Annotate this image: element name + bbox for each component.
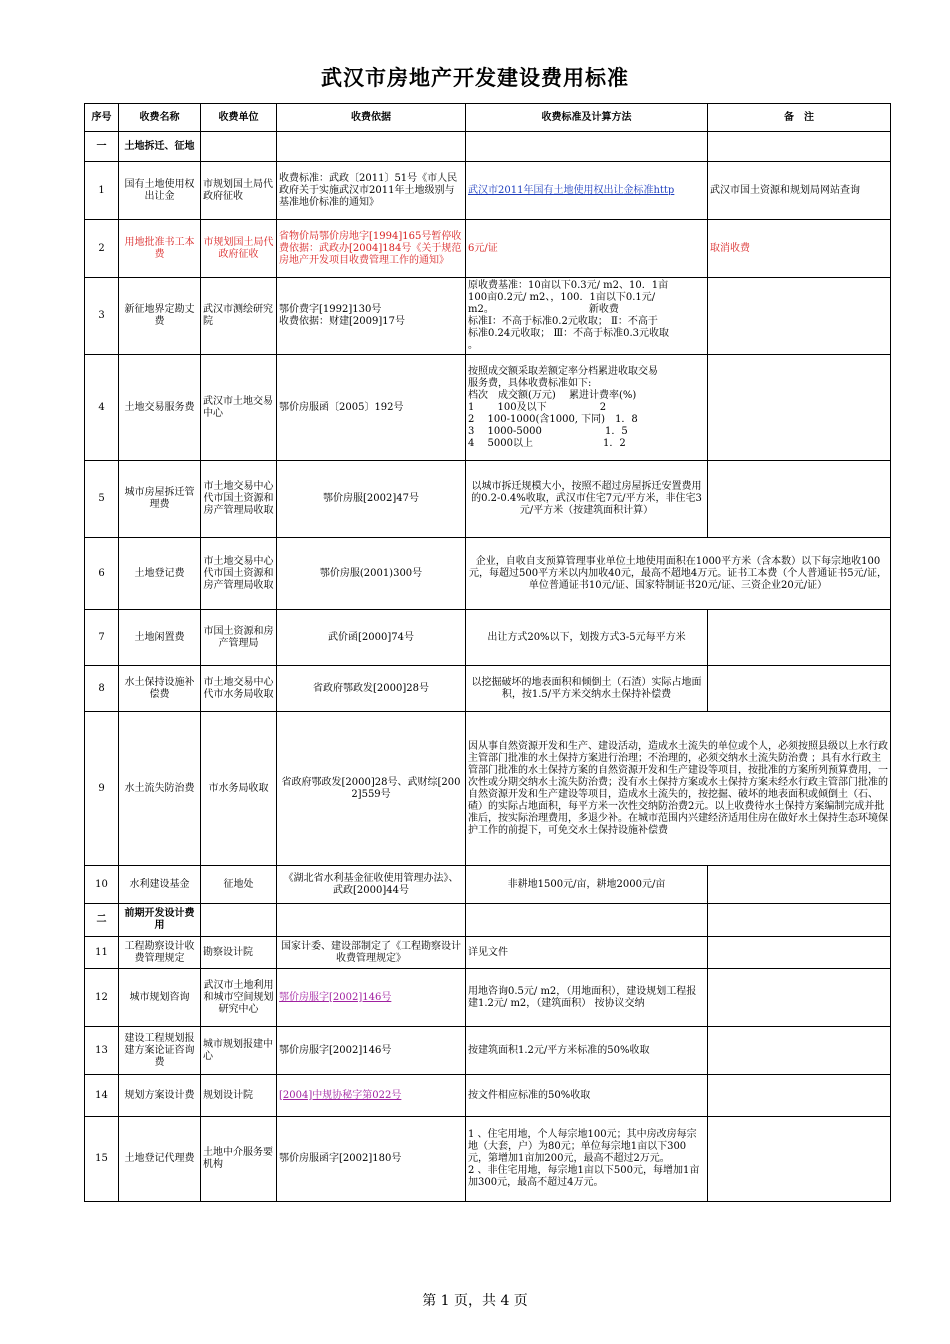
row-basis: 鄂价房服[2002]47号: [277, 461, 466, 538]
table-row: [85, 461, 891, 538]
row-standard: 按建筑面积1.2元/平方米标准的50%收取: [466, 1027, 708, 1075]
row-unit: 勘察设计院: [201, 937, 277, 969]
header-remark: 备 注: [708, 104, 891, 132]
row-basis: 收费标准：武政〔2011〕51号《市人民政府关于实施武汉市2011年土地级别与基准地价标准的通知》: [277, 162, 466, 220]
row-remark: [708, 355, 891, 461]
row-unit: 武汉市土地交易中心: [201, 355, 277, 461]
row-no: 2: [85, 220, 119, 278]
row-unit: 城市规划报建中心: [201, 1027, 277, 1075]
row-no: 7: [85, 610, 119, 666]
row-remark: [708, 610, 891, 666]
section-number: 二: [85, 904, 119, 937]
row-standard: 详见文件: [466, 937, 708, 969]
row-no: 11: [85, 937, 119, 969]
page-title: 武汉市房地产开发建设费用标准: [321, 66, 629, 90]
row-no: 3: [85, 278, 119, 355]
row-basis: 武价函[2000]74号: [277, 610, 466, 666]
table-header-row: [85, 104, 891, 132]
table-row: [85, 610, 891, 666]
row-remark: [708, 1075, 891, 1117]
row-name: 规划方案设计费: [119, 1075, 201, 1117]
row-basis: 鄂价费字[1992]130号 收费依据：财建[2009]17号: [277, 278, 466, 355]
row-remark: [708, 969, 891, 1027]
header-basis: 收费依据: [277, 104, 466, 132]
page-footer: 第 1 页，共 4 页: [422, 1293, 528, 1309]
row-no: 9: [85, 712, 119, 866]
section-title: 土地拆迁、征地: [119, 132, 201, 162]
row-unit: 武汉市测绘研究院: [201, 278, 277, 355]
table-row: [85, 220, 891, 278]
table-row: [85, 712, 891, 866]
section-row: [85, 132, 891, 162]
row-remark: [708, 1027, 891, 1075]
row-name: 水利建设基金: [119, 866, 201, 904]
row-no: 12: [85, 969, 119, 1027]
row-remark: [708, 461, 891, 538]
row-standard: 按文件相应标准的50%收取: [466, 1075, 708, 1117]
table-row: [85, 355, 891, 461]
table-row: [85, 162, 891, 220]
table-row: [85, 969, 891, 1027]
row-basis: 省政府鄂政发[2000]28号、武财综[2002]559号: [277, 712, 466, 866]
section-row: [85, 904, 891, 937]
row-remark: [708, 937, 891, 969]
row-no: 14: [85, 1075, 119, 1117]
basis-link[interactable]: 鄂价房服字[2002]146号: [279, 991, 392, 1003]
fee-table: [84, 103, 891, 1202]
row-basis: 鄂价房服函〔2005〕192号: [277, 355, 466, 461]
row-no: 5: [85, 461, 119, 538]
row-basis: 鄂价房服(2001)300号: [277, 538, 466, 610]
section-number: 一: [85, 132, 119, 162]
row-standard: 企业，自收自支预算管理事业单位土地使用面积在1000平方米（含本数）以下每宗地收100元，每超过500平方米以内加收40元，最高不超地4万元。证书工本费（个人普通证书5元/证，单位普通证书10元/证、国家特制证书20元/证、三资企业20元/证）: [466, 538, 891, 610]
row-no: 13: [85, 1027, 119, 1075]
table-row: [85, 866, 891, 904]
row-name: 水土保持设施补偿费: [119, 666, 201, 712]
row-basis-link[interactable]: [277, 1075, 466, 1117]
row-name: 土地交易服务费: [119, 355, 201, 461]
row-unit: 市规划国土局代政府征收: [201, 220, 277, 278]
row-standard-link[interactable]: [466, 162, 708, 220]
table-row: [85, 1027, 891, 1075]
row-standard: 用地咨询0.5元/ m2，（用地面积），建设规划工程报建1.2元/ m2，（建筑面积） 按协议交纳: [466, 969, 708, 1027]
table-row: [85, 1117, 891, 1202]
header-unit: 收费单位: [201, 104, 277, 132]
section-title: 前期开发设计费用: [119, 904, 201, 937]
row-unit: 市国土资源和房产管理局: [201, 610, 277, 666]
row-basis: 《湖北省水利基金征收使用管理办法》、武政[2000]44号: [277, 866, 466, 904]
row-name: 用地批准书工本费: [119, 220, 201, 278]
basis-link[interactable]: [2004]中规协秘字第022号: [279, 1089, 402, 1101]
row-no: 1: [85, 162, 119, 220]
header-standard: 收费标准及计算方法: [466, 104, 708, 132]
row-unit: 市土地交易中心代市国土资源和房产管理局收取: [201, 461, 277, 538]
row-unit: 土地中介服务要机构: [201, 1117, 277, 1202]
row-unit: 征地处: [201, 866, 277, 904]
table-row: [85, 937, 891, 969]
row-name: 城市房屋拆迁管理费: [119, 461, 201, 538]
row-unit: 武汉市土地利用和城市空间规划研究中心: [201, 969, 277, 1027]
row-name: 土地闲置费: [119, 610, 201, 666]
table-row: [85, 538, 891, 610]
row-remark: [708, 278, 891, 355]
row-standard: 原收费基准：10亩以下0.3元/ m2、10．1亩 100亩0.2元/ m2、，100．1亩以下0.1元/ m2。 新收费 标准Ⅰ：不高于标准0.2元收取； Ⅱ：不高于 标准0.24元收取； Ⅲ：不高于标准0.3元收取 。: [466, 278, 708, 355]
row-name: 水土流失防治费: [119, 712, 201, 866]
row-standard: 以挖掘破坏的地表面积和倾倒土（石渣）实际占地面积，按1.5/平方米交纳水土保持补偿费: [466, 666, 708, 712]
row-name: 国有土地使用权出让金: [119, 162, 201, 220]
row-basis: 鄂价房服函字[2002]180号: [277, 1117, 466, 1202]
header-no: 序号: [85, 104, 119, 132]
row-remark: [708, 1117, 891, 1202]
row-remark: [708, 666, 891, 712]
row-standard: 因从事自然资源开发和生产、建设活动，造成水土流失的单位或个人，必须按照县级以上水行政主管部门批准的水土保持方案进行治理；不治理的，必须交纳水土流失防治费 ；具有水行政主管部门批准的水土保持方案的自然资源开发和生产建设等项目，按批准的方案所列预算费用，一次性或分期交纳水土流失防治费；没有水土保持方案或水土保持方案未经水行政主管部门批准的自然资源开发和生产建设等项目，造成水土流失的，按挖掘、破坏的地表面积或倾倒土（石、碴）的实际占地面积，每平方米一次性交纳防治费2元。以上收费待水土保持方案编制完成并批准后，按实际治理费用，多退少补。在城市范围内兴建经济适用住房在做好水土保持生态环境保护工作的前提下，可免交水土保持设施补偿费: [466, 712, 891, 866]
row-no: 15: [85, 1117, 119, 1202]
row-standard: 6元/证: [466, 220, 708, 278]
row-remark: [708, 866, 891, 904]
header-name: 收费名称: [119, 104, 201, 132]
row-name: 新征地界定勘丈费: [119, 278, 201, 355]
row-name: 城市规划咨询: [119, 969, 201, 1027]
row-no: 10: [85, 866, 119, 904]
row-no: 6: [85, 538, 119, 610]
table-row: [85, 666, 891, 712]
row-standard: 非耕地1500元/亩，耕地2000元/亩: [466, 866, 708, 904]
row-unit: 市土地交易中心代市水务局收取: [201, 666, 277, 712]
row-no: 8: [85, 666, 119, 712]
row-unit: 市水务局收取: [201, 712, 277, 866]
row-basis-link[interactable]: [277, 969, 466, 1027]
row-name: 土地登记费: [119, 538, 201, 610]
standard-link[interactable]: 武汉市2011年国有土地使用权出让金标准http: [468, 184, 675, 196]
row-unit: 市规划国土局代政府征收: [201, 162, 277, 220]
row-name: 建设工程规划报建方案论证咨询费: [119, 1027, 201, 1075]
row-no: 4: [85, 355, 119, 461]
row-name: 土地登记代理费: [119, 1117, 201, 1202]
row-basis: 国家计委、建设部制定了《工程勘察设计收费管理规定》: [277, 937, 466, 969]
row-name: 工程勘察设计收费管理规定: [119, 937, 201, 969]
table-row: [85, 1075, 891, 1117]
row-basis: 省政府鄂政发[2000]28号: [277, 666, 466, 712]
row-standard: 出让方式20%以下，划拨方式3-5元每平方米: [466, 610, 708, 666]
row-standard: 以城市拆迁规模大小，按照不超过房屋拆迁安置费用的0.2-0.4%收取，武汉市住宅7元/平方米，非住宅3元/平方米（按建筑面积计算）: [466, 461, 708, 538]
row-basis: 鄂价房服字[2002]146号: [277, 1027, 466, 1075]
row-remark: 武汉市国土资源和规划局网站查询: [708, 162, 891, 220]
row-standard: 按照成交额采取差额定率分档累进收取交易 服务费，具体收费标准如下: 档次 成交额(万元) 累进计费率(%) 1 100及以下 2 2 100-1000(含1000, 下同) 1．8 3 1000-5000 1．5 4 5000以上 1．2: [466, 355, 708, 461]
row-basis: 省物价局鄂价房地字[1994]165号暂停收费依据：武政办[2004]184号《关于规范房地产开发项目收费管理工作的通知》: [277, 220, 466, 278]
row-unit: 规划设计院: [201, 1075, 277, 1117]
row-remark: 取消收费: [708, 220, 891, 278]
row-unit: 市土地交易中心代市国土资源和房产管理局收取: [201, 538, 277, 610]
row-standard: 1 、住宅用地，个人每宗地100元；其中房改房每宗地（大套，户）为80元；单位每宗地1亩以下300元，第增加1亩加200元，最高不超过2万元。 2 、非住宅用地，每宗地1亩以下500元，每增加1亩加300元，最高不超过4万元。: [466, 1117, 708, 1202]
table-row: [85, 278, 891, 355]
